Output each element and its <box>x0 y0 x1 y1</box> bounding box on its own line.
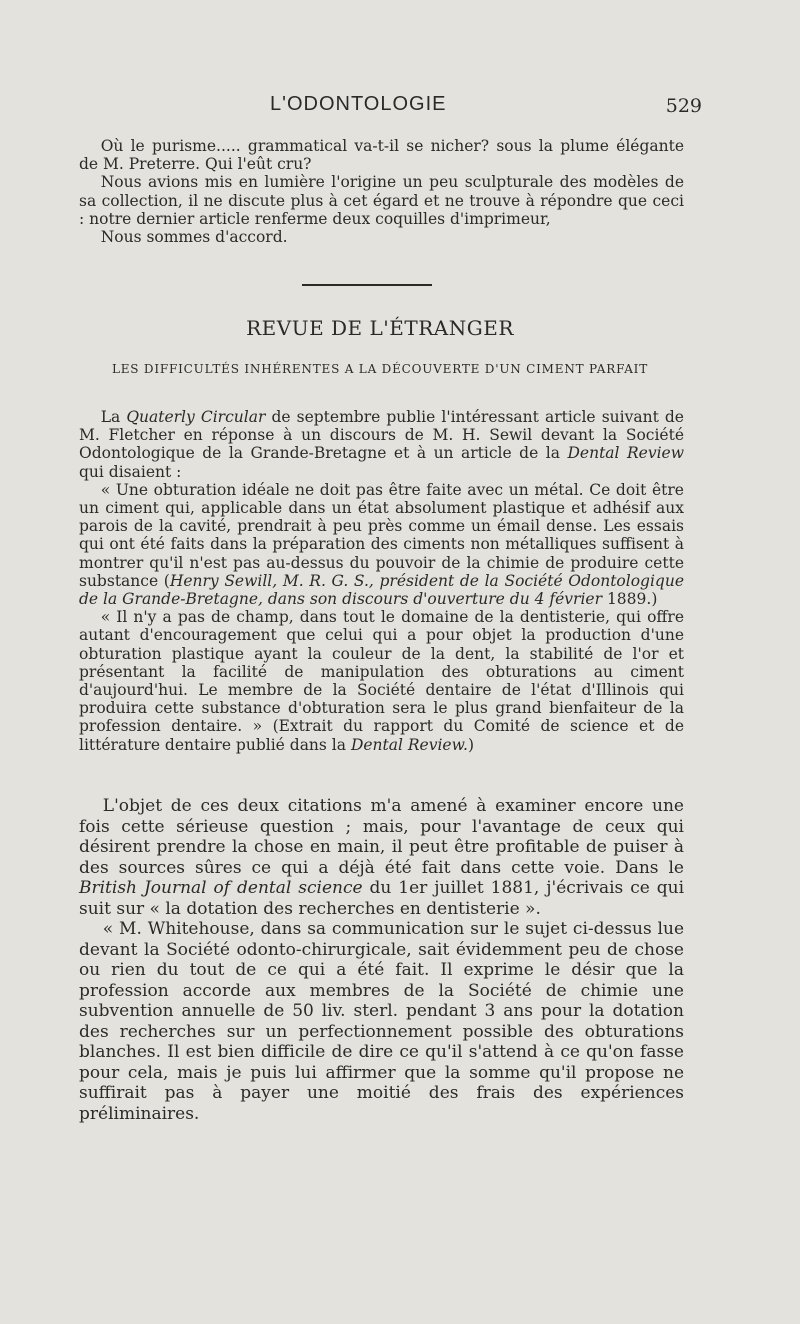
text-run: qui disaient : <box>79 462 182 481</box>
text-run: « Il n'y a pas de champ, dans tout le domaine de la dentisterie, qui offre autant d'encouragement que celui qui a pour objet la production d'une obturation plastique ayant la couleur de la dent, la stabilité de l'or et présentant la facilité de manipulation des obturations au ciment d'aujourd'hui. Le membre de la Société dentaire de l'état d'Illinois qui produira cette substance d'obturation sera le plus grand bienfaiteur de la profession dentaire. » (Extrait du rapport du Comité de science et de littérature dentaire publié dans la <box>79 608 684 754</box>
journal-name: British Journal of dental science <box>79 878 363 898</box>
article-subtitle: LES DIFFICULTÉS INHÉRENTES A LA DÉCOUVERTE D'UN CIMENT PARFAIT <box>111 362 649 376</box>
text-run: du 1er juillet 1881, j'écrivais ce qui suit sur « la dotation des recherches en dentisterie ». <box>79 878 685 919</box>
intro-block <box>79 137 684 246</box>
running-header <box>270 93 730 123</box>
intro-paragraph-1: Où le purisme..... grammatical va-t-il se nicher? sous la plume élégante de M. Preterre. Qui l'eût cru? <box>79 137 684 174</box>
section-title: REVUE DE L'ÉTRANGER <box>246 316 514 340</box>
paragraph-quote-illinois <box>79 608 684 754</box>
paragraph-intro-citation <box>79 408 684 481</box>
paragraph-whitehouse: « M. Whitehouse, dans sa communication sur le sujet ci-dessus lue devant la Société odonto-chirurgicale, sait évidemment peu de chose ou rien du tout de ce qui a été fait. Il exprime le désir que la profession accorde aux membres de la Société de chimie une subvention annuelle de 50 liv. sterl. pendant 3 ans pour la dotation des recherches sur un perfectionnement possible des obturations blanches. Il est bien difficile de dire ce qu'il s'attend à ce qu'on fasse pour cela, mais je puis lui affirmer que la somme qu'il propose ne suffirait pas à payer une moitié des frais des expériences préliminaires. <box>79 919 684 1124</box>
journal-title: L'ODONTOLOGIE <box>270 93 447 115</box>
text-run: L'objet de ces deux citations m'a amené à examiner encore une fois cette sérieuse question ; mais, pour l'avantage de ceux qui désirent prendre la chose en main, il peut être profitable de puiser à des sources sûres ce qui a déjà été fait dans cette voie. Dans le <box>79 796 684 878</box>
intro-paragraph-2: Nous avions mis en lumière l'origine un peu sculpturale des modèles de sa collection, il ne discute plus à cet égard et ne trouve à répondre que ceci : notre dernier article renferme deux coquilles d'imprimeur, <box>79 173 684 228</box>
journal-name: Quaterly Circular <box>126 408 266 426</box>
journal-name: Dental Review <box>567 444 684 463</box>
text-run: 1889.) <box>602 590 658 609</box>
text-run: ) <box>467 735 475 754</box>
separator-rule <box>302 284 432 286</box>
paragraph-objet <box>79 796 684 919</box>
text-run: La <box>100 408 127 426</box>
text-run: de septembre publie l'intéressant article suivant de M. Fletcher en réponse à un discours de M. H. Sewil devant la Société Odontologique de la Grande-Bretagne et à un article de la <box>79 408 684 463</box>
page-number: 529 <box>665 95 702 117</box>
journal-name: Dental Review. <box>350 735 468 754</box>
intro-paragraph-3: Nous sommes d'accord. <box>100 228 288 247</box>
text-run: « Une obturation idéale ne doit pas être faite avec un métal. Ce doit être un ciment qui, applicable dans un état absolument plastique et adhésif aux parois de la cavité, prendrait à peu près comme un émail dense. Les essais qui ont été faits dans la préparation des ciments non métalliques suffisent à montrer qu'il n'est pas au-dessus du pouvoir de la chimie de produire cette substance ( <box>79 480 684 590</box>
citation-source: Henry Sewill, M. R. G. S., président de la Société Odontologique de la Grande-Bretagne, dans son discours d'ouverture du 4 février <box>79 571 685 609</box>
body-block <box>79 796 684 1124</box>
paragraph-quote-sewill <box>79 481 684 608</box>
quoted-block <box>79 408 684 754</box>
